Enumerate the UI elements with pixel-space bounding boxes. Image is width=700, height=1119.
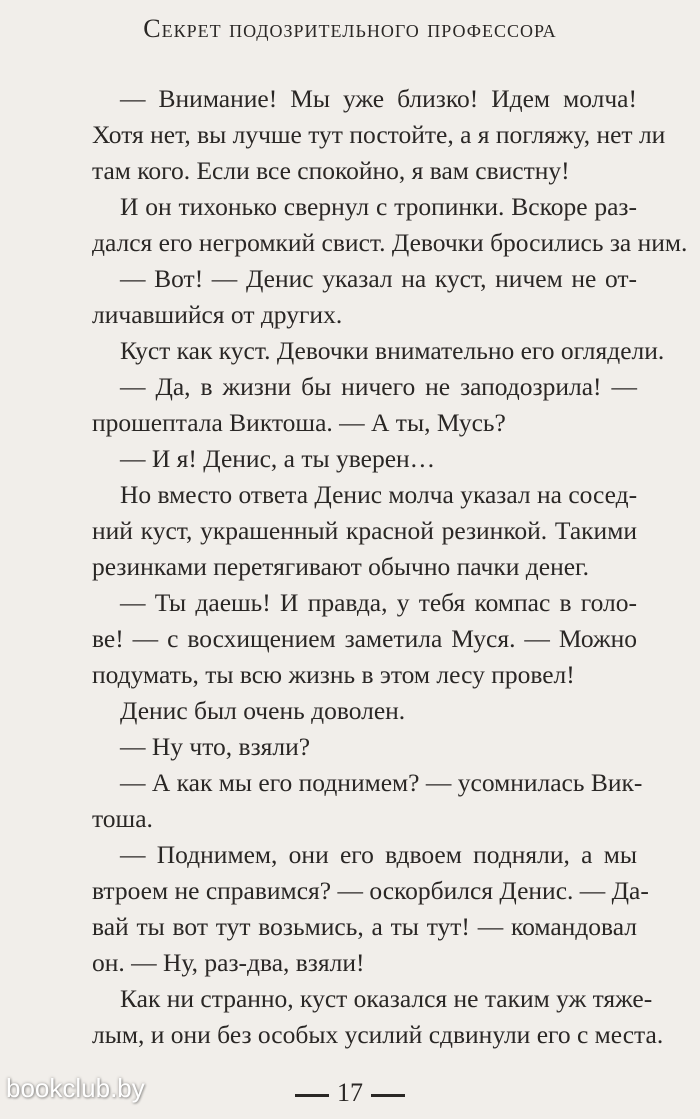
text-line: Хотя нет, вы лучше тут постойте, а я погляжу, нет ли [92, 120, 666, 149]
body-text [92, 81, 688, 1053]
text-line: — Ну что, взяли? [120, 732, 311, 761]
watermark: bookclub.by [6, 1073, 145, 1103]
dash-left-ornament [295, 1094, 329, 1097]
page-number: 17 [337, 1078, 363, 1107]
running-head: Секрет подозрительного профессора [143, 14, 557, 43]
text-line: И он тихонько свернул с тропинки. Вскоре раз- [120, 192, 637, 221]
text-line: — А как мы его поднимем? — усомнилась Вик- [120, 768, 643, 797]
text-line: — Да, в жизни бы ничего не заподозрила! — [120, 372, 637, 401]
text-line: — Вот! — Денис указал на куст, ничем не от- [120, 264, 637, 293]
text-line: Но вместо ответа Денис молча указал на сосед- [120, 480, 638, 509]
text-line: — Ты даешь! И правда, у тебя компас в голо- [120, 588, 637, 617]
text-line: Денис был очень доволен. [120, 696, 406, 725]
text-line: там кого. Если все спокойно, я вам свистну! [92, 156, 570, 185]
text-line: Как ни странно, куст оказался не таким уж тяже- [120, 984, 653, 1013]
text-line: — И я! Денис, а ты уверен… [120, 444, 436, 473]
text-line: ний куст, украшенный красной резинкой. Такими [92, 516, 637, 545]
text-line: лым, и они без особых усилий сдвинули его с места. [92, 1020, 664, 1049]
text-line: вай ты вот тут возьмись, а ты тут! — командовал [92, 912, 637, 941]
text-line: прошептала Виктоша. — А ты, Мусь? [92, 408, 506, 437]
text-line: личавшийся от других. [92, 300, 343, 329]
text-line: ве! — с восхищением заметила Муся. — Можно [92, 624, 637, 653]
text-line: он. — Ну, раз-два, взяли! [92, 948, 365, 977]
text-line: подумать, ты всю жизнь в этом лесу провел! [92, 660, 575, 689]
text-line: дался его негромкий свист. Девочки бросились за ним. [92, 228, 688, 257]
text-line: — Внимание! Мы уже близко! Идем молча! [120, 84, 637, 113]
dash-right-ornament [371, 1094, 405, 1097]
text-line: Куст как куст. Девочки внимательно его оглядели. [120, 336, 665, 365]
text-line: втроем не справимся? — оскорбился Денис. — Да- [92, 876, 649, 905]
text-line: — Поднимем, они его вдвоем подняли, а мы [120, 840, 637, 869]
text-line: тоша. [92, 804, 153, 833]
text-line: резинками перетягивают обычно пачки денег. [92, 552, 590, 581]
